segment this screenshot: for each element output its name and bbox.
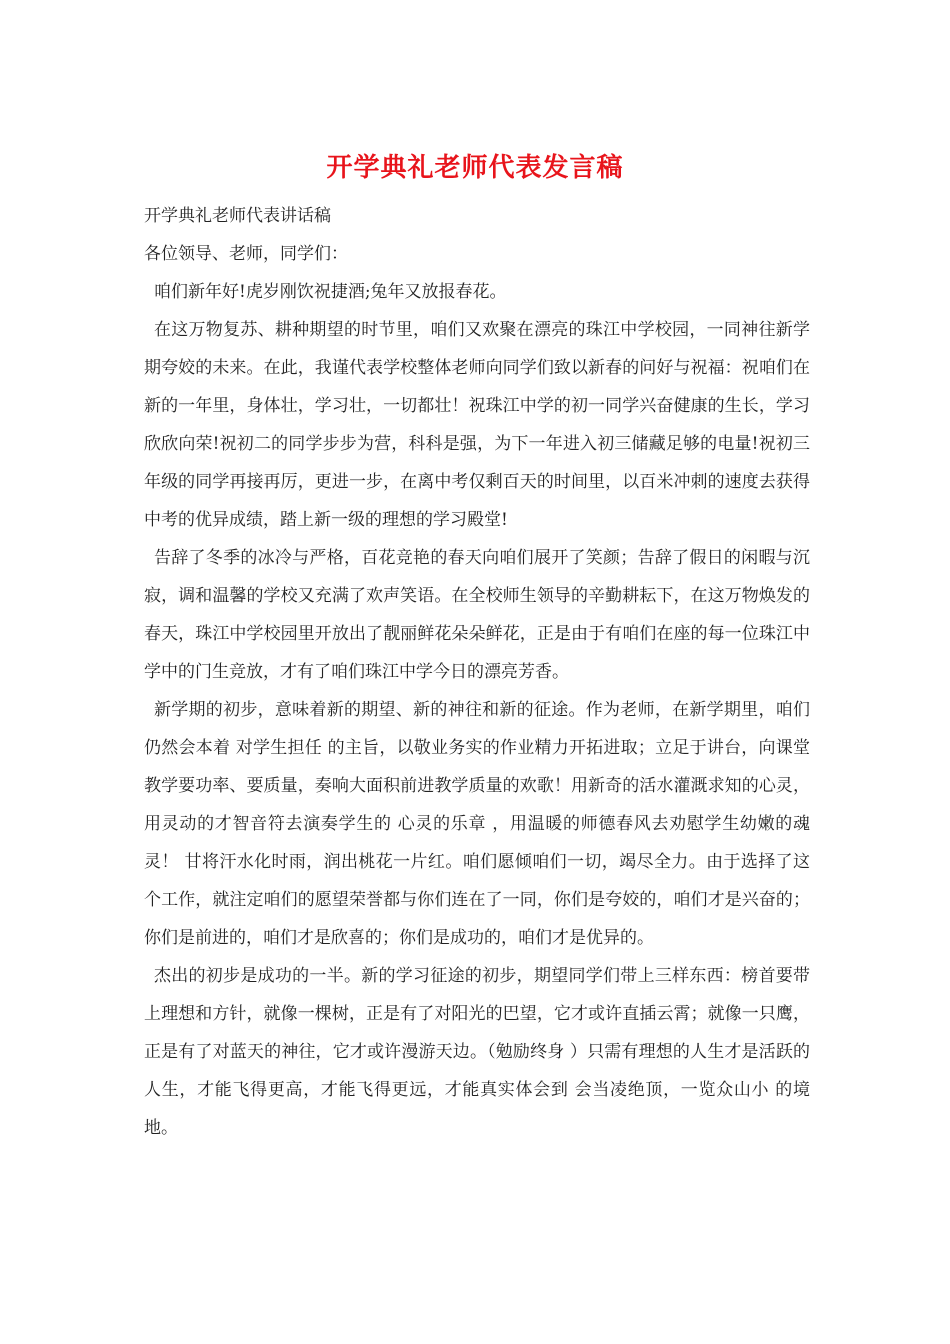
speech-subtitle: 开学典礼老师代表讲话稿	[144, 206, 331, 226]
body-paragraph-2: 在这万物复苏、耕种期望的时节里，咱们又欢聚在漂亮的珠江中学校园，一同神往新学期夸姣的未来。在此，我谨代表学校整体老师向同学们致以新春的问好与祝福：祝咱们在新的一年里，身体壮，学习壮，一切都壮！祝珠江中学的初一同学兴奋健康的生长，学习欣欣向荣!祝初二的同学步步为营，科科是强，为下一年进入初三储藏足够的电量!祝初三年级的同学再接再厉，更进一步，在离中考仅剩百天的时间里，以百米冲刺的速度去获得中考的优异成绩，踏上新一级的理想的学习殿堂!	[144, 320, 810, 530]
document-title: 开学典礼老师代表发言稿	[326, 153, 624, 183]
body-paragraph-5: 杰出的初步是成功的一半。新的学习征途的初步，期望同学们带上三样东西：榜首要带上理想和方针，就像一棵树，正是有了对阳光的巴望，它才或许直插云霄；就像一只鹰，正是有了对蓝天的神往，它才或许漫游天边。（勉励终身 ）只需有理想的人生才是活跃的人生，才能飞得更高，才能飞得更远，才能真实体会到 会当凌绝顶，一览众山小 的境地。	[144, 966, 810, 1138]
body-paragraph-1: 咱们新年好!虎岁刚饮祝捷酒;兔年又放报春花。	[154, 282, 507, 302]
body-paragraph-3: 告辞了冬季的冰冷与严格，百花竞艳的春天向咱们展开了笑颜；告辞了假日的闲暇与沉寂，调和温馨的学校又充满了欢声笑语。在全校师生领导的辛勤耕耘下，在这万物焕发的春天，珠江中学校园里开放出了靓丽鲜花朵朵鲜花，正是由于有咱们在座的每一位珠江中学中的门生竞放，才有了咱们珠江中学今日的漂亮芳香。	[144, 548, 810, 682]
body-paragraph-4: 新学期的初步，意味着新的期望、新的神往和新的征途。作为老师，在新学期里，咱们仍然会本着 对学生担任 的主旨，以敬业务实的作业精力开拓进取；立足于讲台，向课堂教学要功率、要质量，奏响大面积前进教学质量的欢歌！用新奇的活水灌溉求知的心灵，用灵动的才智音符去演奏学生的 心灵的乐章 ，用温暖的师德春风去劝慰学生幼嫩的魂灵！ 甘将汗水化时雨，润出桃花一片红。咱们愿倾咱们一切，竭尽全力。由于选择了这个工作，就注定咱们的愿望荣誉都与你们连在了一同，你们是夸姣的，咱们才是兴奋的；你们是前进的，咱们才是欣喜的；你们是成功的，咱们才是优异的。	[144, 700, 810, 948]
salutation: 各位领导、老师，同学们：	[144, 244, 348, 264]
document-body	[144, 197, 810, 1147]
